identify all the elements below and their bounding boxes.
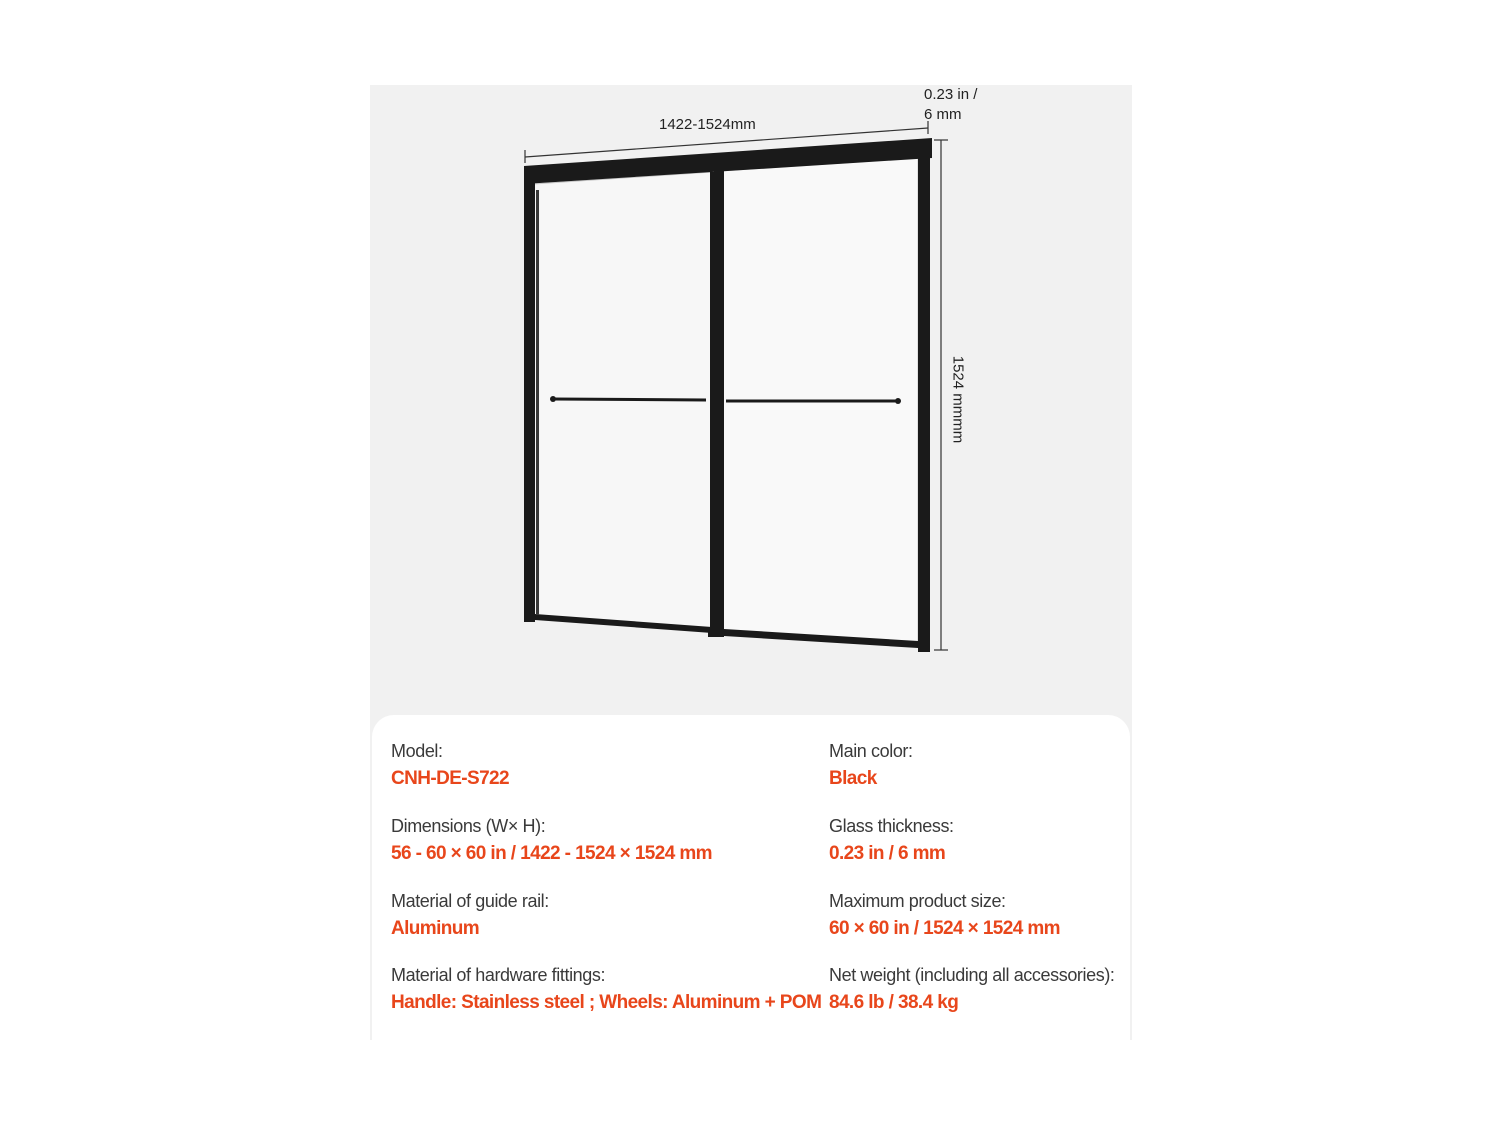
spec-value: 60 × 60 in / 1524 × 1524 mm: [829, 918, 1060, 939]
spec-label: Net weight (including all accessories):: [829, 965, 1115, 985]
spec-value: Handle: Stainless steel ; Wheels: Aluminum + POM: [391, 992, 822, 1013]
spec-label: Glass thickness:: [829, 816, 954, 836]
spec-value: 56 - 60 × 60 in / 1422 - 1524 × 1524 mm: [391, 843, 712, 864]
height-dimension-line: [934, 140, 948, 650]
spec-dimensions: [391, 815, 712, 866]
specifications-card: [372, 715, 1130, 1040]
spec-label: Material of hardware fittings:: [391, 965, 606, 985]
left-wall-jamb: [524, 176, 535, 622]
spec-glass-thickness: [829, 815, 954, 866]
left-panel-inner-edge: [536, 190, 539, 615]
width-dimension-label: 1422-1524mm: [659, 116, 756, 133]
spec-model: [391, 740, 509, 791]
spec-value: 84.6 lb / 38.4 kg: [829, 992, 959, 1013]
spec-label: Model:: [391, 741, 443, 761]
spec-label: Dimensions (W× H):: [391, 816, 546, 836]
bottom-guide: [708, 628, 724, 637]
spec-value: Aluminum: [391, 918, 480, 939]
spec-value: 0.23 in / 6 mm: [829, 843, 946, 864]
spec-hardware: [391, 964, 821, 1015]
spec-value: CNH-DE-S722: [391, 768, 509, 789]
thickness-label-line2: 6 mm: [924, 106, 962, 123]
spec-main-color: [829, 740, 913, 791]
spec-value: Black: [829, 768, 877, 789]
height-dimension-label: 1524 mmmm: [949, 355, 967, 444]
spec-label: Main color:: [829, 741, 913, 761]
right-wall-jamb: [918, 145, 930, 652]
spec-label: Maximum product size:: [829, 891, 1006, 911]
spec-guide-rail: [391, 890, 549, 941]
right-panel-side-frame: [714, 170, 724, 636]
spec-net-weight: [829, 964, 1115, 1015]
thickness-label-line1: 0.23 in /: [924, 86, 978, 103]
spec-max-size: [829, 890, 1060, 941]
left-glass-panel: [534, 172, 712, 632]
spec-label: Material of guide rail:: [391, 891, 549, 911]
